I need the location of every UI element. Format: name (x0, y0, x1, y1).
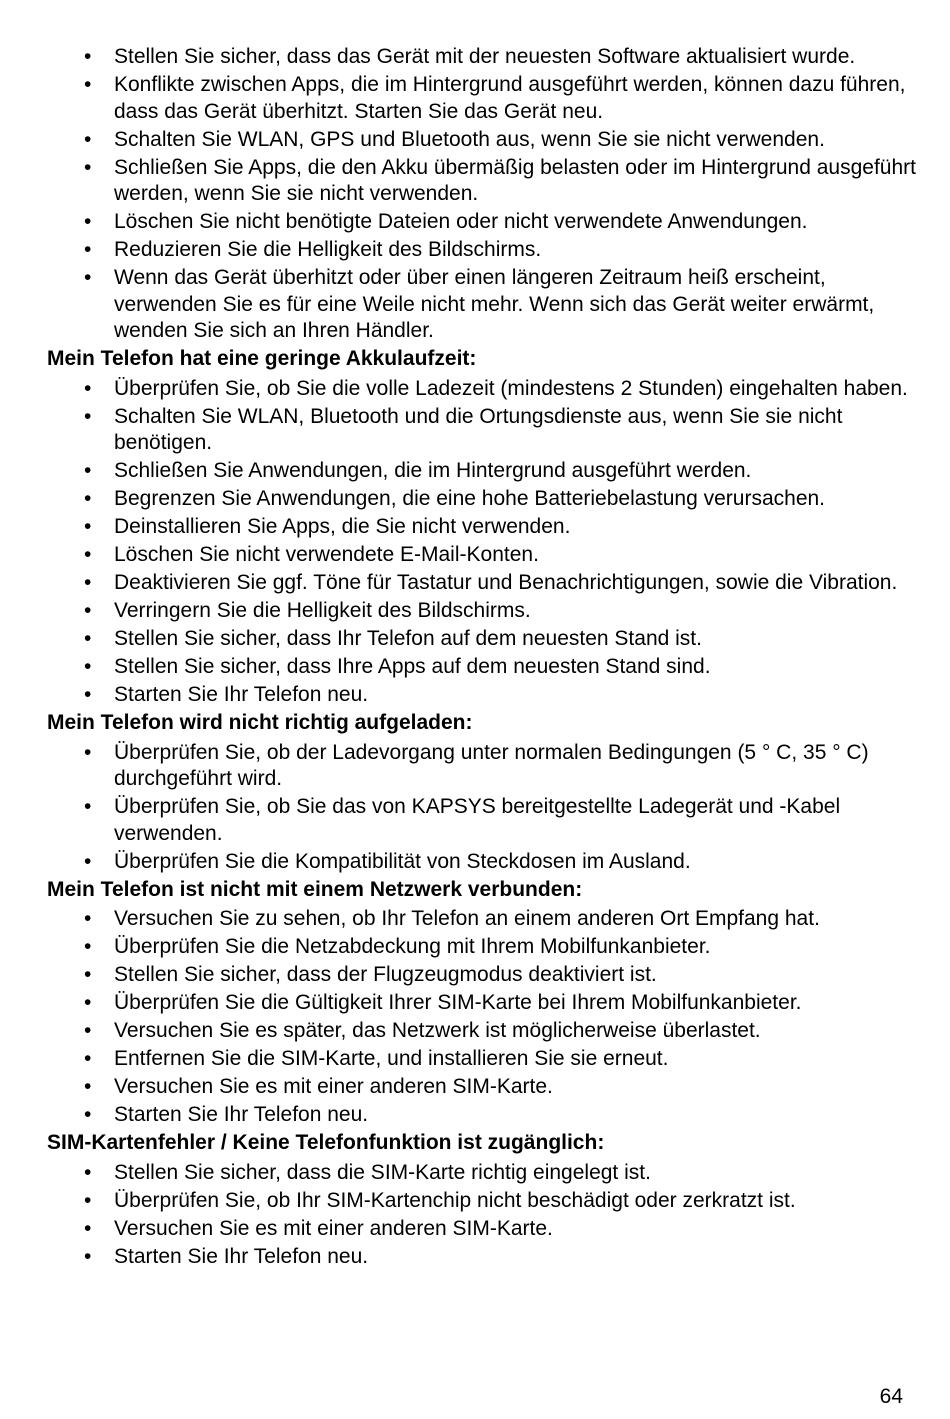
page-number: 64 (879, 1385, 903, 1408)
list-item: • Versuchen Sie zu sehen, ob Ihr Telefon an einem anderen Ort Empfang hat. (47, 906, 917, 933)
list-item: • Überprüfen Sie die Netzabdeckung mit Ihrem Mobilfunkanbieter. (47, 934, 917, 961)
list-item: • Entfernen Sie die SIM-Karte, und installieren Sie sie erneut. (47, 1046, 917, 1073)
list-item: • Versuchen Sie es mit einer anderen SIM-Karte. (47, 1216, 917, 1243)
section-heading-battery: Mein Telefon hat eine geringe Akkulaufzeit: (47, 347, 477, 370)
list-item: • Schalten Sie WLAN, GPS und Bluetooth aus, wenn Sie sie nicht verwenden. (47, 127, 917, 154)
list-item: • Löschen Sie nicht benötigte Dateien oder nicht verwendete Anwendungen. (47, 209, 917, 236)
list-item: • Überprüfen Sie die Kompatibilität von Steckdosen im Ausland. (47, 849, 917, 876)
list-item: • Verringern Sie die Helligkeit des Bildschirms. (47, 598, 917, 625)
list-item: • Überprüfen Sie, ob der Ladevorgang unter normalen Bedingungen (5 ° C, 35 ° C) durchgeführt wird. (47, 740, 917, 793)
list-item: • Konflikte zwischen Apps, die im Hintergrund ausgeführt werden, können dazu führen, dass das Gerät überhitzt. Starten Sie das Gerät neu. (47, 72, 917, 125)
list-item: • Stellen Sie sicher, dass das Gerät mit der neuesten Software aktualisiert wurde. (47, 44, 917, 71)
list-item: • Versuchen Sie es mit einer anderen SIM-Karte. (47, 1074, 917, 1101)
list-item: • Versuchen Sie es später, das Netzwerk ist möglicherweise überlastet. (47, 1018, 917, 1045)
intro-bullet-list (47, 44, 917, 345)
list-item: • Deaktivieren Sie ggf. Töne für Tastatur und Benachrichtigungen, sowie die Vibration. (47, 570, 917, 597)
list-item: • Wenn das Gerät überhitzt oder über einen längeren Zeitraum heiß erscheint, verwenden Sie es für eine Weile nicht mehr. Wenn sich das Gerät weiter erwärmt, wenden Sie sich an Ihren Händler. (47, 265, 917, 345)
page-content (47, 44, 917, 1272)
list-item: • Begrenzen Sie Anwendungen, die eine hohe Batteriebelastung verursachen. (47, 486, 917, 513)
list-item: • Schließen Sie Apps, die den Akku übermäßig belasten oder im Hintergrund ausgeführt werden, wenn Sie sie nicht verwenden. (47, 155, 917, 208)
list-item: • Deinstallieren Sie Apps, die Sie nicht verwenden. (47, 514, 917, 541)
list-item: • Stellen Sie sicher, dass Ihre Apps auf dem neuesten Stand sind. (47, 654, 917, 681)
list-item: • Reduzieren Sie die Helligkeit des Bildschirms. (47, 237, 917, 264)
list-item: • Löschen Sie nicht verwendete E-Mail-Konten. (47, 542, 917, 569)
list-item: • Überprüfen Sie, ob Sie das von KAPSYS bereitgestellte Ladegerät und -Kabel verwenden. (47, 794, 917, 847)
list-item: • Stellen Sie sicher, dass der Flugzeugmodus deaktiviert ist. (47, 962, 917, 989)
list-item: • Schalten Sie WLAN, Bluetooth und die Ortungsdienste aus, wenn Sie sie nicht benötigen. (47, 404, 917, 457)
battery-bullet-list (47, 376, 917, 709)
sim-card-bullet-list (47, 1160, 917, 1271)
list-item: • Starten Sie Ihr Telefon neu. (47, 1244, 917, 1271)
list-item: • Schließen Sie Anwendungen, die im Hintergrund ausgeführt werden. (47, 458, 917, 485)
list-item: • Stellen Sie sicher, dass Ihr Telefon auf dem neuesten Stand ist. (47, 626, 917, 653)
list-item: • Starten Sie Ihr Telefon neu. (47, 682, 917, 709)
list-item: • Überprüfen Sie, ob Sie die volle Ladezeit (mindestens 2 Stunden) eingehalten haben. (47, 376, 917, 403)
section-heading-charging: Mein Telefon wird nicht richtig aufgeladen: (47, 711, 473, 734)
list-item: • Überprüfen Sie die Gültigkeit Ihrer SIM-Karte bei Ihrem Mobilfunkanbieter. (47, 990, 917, 1017)
network-bullet-list (47, 906, 917, 1129)
section-heading-network: Mein Telefon ist nicht mit einem Netzwerk verbunden: (47, 877, 583, 901)
list-item: • Stellen Sie sicher, dass die SIM-Karte richtig eingelegt ist. (47, 1160, 917, 1187)
list-item: • Starten Sie Ihr Telefon neu. (47, 1102, 917, 1129)
list-item: • Überprüfen Sie, ob Ihr SIM-Kartenchip nicht beschädigt oder zerkratzt ist. (47, 1188, 917, 1215)
charging-bullet-list (47, 740, 917, 876)
section-heading-sim-card: SIM-Kartenfehler / Keine Telefonfunktion ist zugänglich: (47, 1131, 605, 1154)
